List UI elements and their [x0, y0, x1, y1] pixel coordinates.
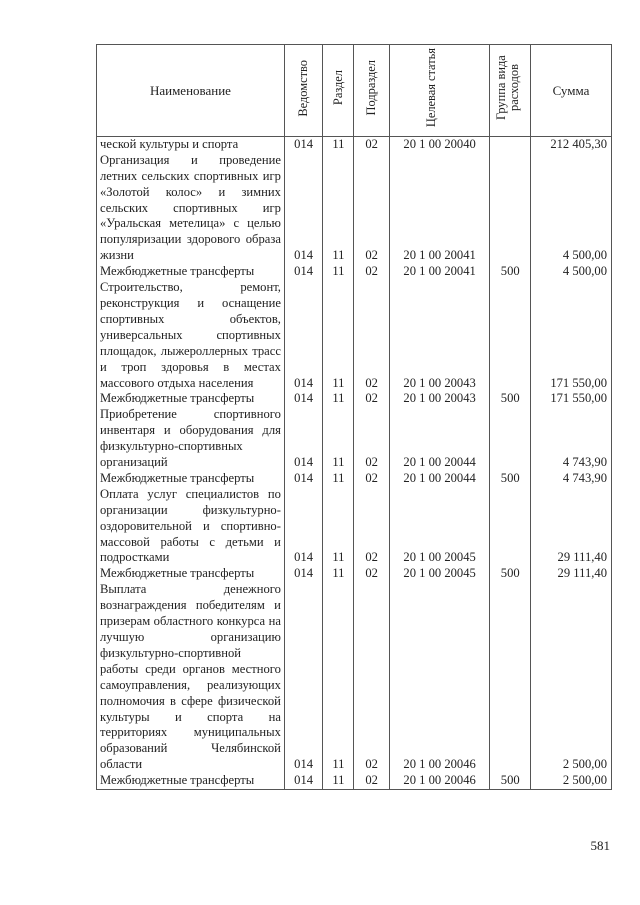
cell-vedomstvo: 014 [284, 773, 322, 789]
cell-podrazdel: 02 [354, 582, 389, 773]
cell-summa: 4 500,00 [530, 153, 611, 264]
cell-vedomstvo: 014 [284, 153, 322, 264]
cell-celevaya: 20 1 00 20044 [389, 407, 490, 471]
table-row [97, 471, 612, 487]
cell-podrazdel: 02 [354, 773, 389, 789]
table-header [97, 45, 612, 137]
cell-razdel: 11 [323, 471, 354, 487]
cell-summa: 2 500,00 [530, 582, 611, 773]
cell-gruppa [490, 487, 530, 567]
cell-podrazdel: 02 [354, 136, 389, 152]
cell-gruppa [490, 153, 530, 264]
cell-celevaya: 20 1 00 20043 [389, 280, 490, 391]
cell-celevaya: 20 1 00 20045 [389, 566, 490, 582]
header-razdel: Раздел [323, 45, 354, 137]
cell-razdel: 11 [323, 280, 354, 391]
cell-name: Межбюджетные трансферты [97, 391, 285, 407]
cell-vedomstvo: 014 [284, 136, 322, 152]
cell-name: Межбюджетные трансферты [97, 773, 285, 789]
cell-podrazdel: 02 [354, 280, 389, 391]
cell-podrazdel: 02 [354, 407, 389, 471]
cell-celevaya: 20 1 00 20046 [389, 582, 490, 773]
cell-razdel: 11 [323, 566, 354, 582]
cell-gruppa: 500 [490, 471, 530, 487]
cell-razdel: 11 [323, 407, 354, 471]
cell-razdel: 11 [323, 391, 354, 407]
cell-name: Межбюджетные трансферты [97, 264, 285, 280]
cell-podrazdel: 02 [354, 487, 389, 567]
table-row [97, 264, 612, 280]
cell-summa: 171 550,00 [530, 280, 611, 391]
header-vedomstvo: Ведомство [284, 45, 322, 137]
cell-celevaya: 20 1 00 20044 [389, 471, 490, 487]
cell-celevaya: 20 1 00 20041 [389, 153, 490, 264]
cell-name: Строительство, ремонт, реконструкция и оснащение спортивных объектов, универсальных спортивных площадок, лыжероллерных трасс и троп здоровья в местах массового отдыха населения [97, 280, 285, 391]
cell-name: ческой культуры и спорта [97, 136, 285, 152]
table-row [97, 136, 612, 152]
table-row [97, 487, 612, 567]
cell-celevaya: 20 1 00 20041 [389, 264, 490, 280]
cell-name: Оплата услуг специалистов по организации физкультурно-оздоровительной и спортивно-массовой работы с детьми и подростками [97, 487, 285, 567]
cell-vedomstvo: 014 [284, 407, 322, 471]
cell-summa: 212 405,30 [530, 136, 611, 152]
cell-summa: 29 111,40 [530, 487, 611, 567]
table-row [97, 582, 612, 773]
cell-name: Организация и проведение летних сельских спортивных игр «Золотой колос» и зимних сельских спортивных игр «Уральская метелица» с целью популяризации здорового образа жизни [97, 153, 285, 264]
cell-podrazdel: 02 [354, 264, 389, 280]
cell-name: Межбюджетные трансферты [97, 471, 285, 487]
cell-celevaya: 20 1 00 20043 [389, 391, 490, 407]
budget-table [96, 44, 612, 790]
cell-vedomstvo: 014 [284, 264, 322, 280]
table-row [97, 280, 612, 391]
cell-podrazdel: 02 [354, 471, 389, 487]
table-row [97, 391, 612, 407]
cell-razdel: 11 [323, 773, 354, 789]
cell-celevaya: 20 1 00 20040 [389, 136, 490, 152]
cell-podrazdel: 02 [354, 566, 389, 582]
table-row [97, 566, 612, 582]
cell-razdel: 11 [323, 153, 354, 264]
cell-gruppa [490, 582, 530, 773]
cell-podrazdel: 02 [354, 153, 389, 264]
header-gruppa: Группа вида расходов [490, 45, 530, 137]
cell-vedomstvo: 014 [284, 391, 322, 407]
cell-razdel: 11 [323, 487, 354, 567]
table-row [97, 153, 612, 264]
cell-vedomstvo: 014 [284, 471, 322, 487]
cell-celevaya: 20 1 00 20046 [389, 773, 490, 789]
cell-gruppa: 500 [490, 391, 530, 407]
cell-vedomstvo: 014 [284, 582, 322, 773]
cell-summa: 4 743,90 [530, 471, 611, 487]
cell-vedomstvo: 014 [284, 280, 322, 391]
cell-gruppa: 500 [490, 566, 530, 582]
cell-summa: 4 743,90 [530, 407, 611, 471]
cell-name: Межбюджетные трансферты [97, 566, 285, 582]
cell-celevaya: 20 1 00 20045 [389, 487, 490, 567]
cell-name: Выплата денежного вознаграждения победителям и призерам областного конкурса на лучшую организацию физкультурно-спортивной работы среди органов местного самоуправления, реализующих полномочия в сфере физической культуры и спорта на территориях муниципальных образований Челябинской области [97, 582, 285, 773]
cell-summa: 29 111,40 [530, 566, 611, 582]
cell-summa: 2 500,00 [530, 773, 611, 789]
cell-gruppa [490, 136, 530, 152]
cell-summa: 171 550,00 [530, 391, 611, 407]
cell-razdel: 11 [323, 582, 354, 773]
cell-name: Приобретение спортивного инвентаря и оборудования для физкультурно-спортивных организаций [97, 407, 285, 471]
table-body [97, 136, 612, 789]
cell-gruppa [490, 280, 530, 391]
header-name: Наименование [97, 45, 285, 137]
cell-vedomstvo: 014 [284, 487, 322, 567]
cell-razdel: 11 [323, 136, 354, 152]
table-row [97, 407, 612, 471]
cell-gruppa: 500 [490, 264, 530, 280]
cell-podrazdel: 02 [354, 391, 389, 407]
cell-summa: 4 500,00 [530, 264, 611, 280]
cell-gruppa [490, 407, 530, 471]
cell-vedomstvo: 014 [284, 566, 322, 582]
header-celevaya: Целевая статья [389, 45, 490, 137]
table-row [97, 773, 612, 789]
header-podrazdel: Подраздел [354, 45, 389, 137]
page-number: 581 [590, 838, 610, 853]
cell-gruppa: 500 [490, 773, 530, 789]
header-summa: Сумма [530, 45, 611, 137]
cell-razdel: 11 [323, 264, 354, 280]
